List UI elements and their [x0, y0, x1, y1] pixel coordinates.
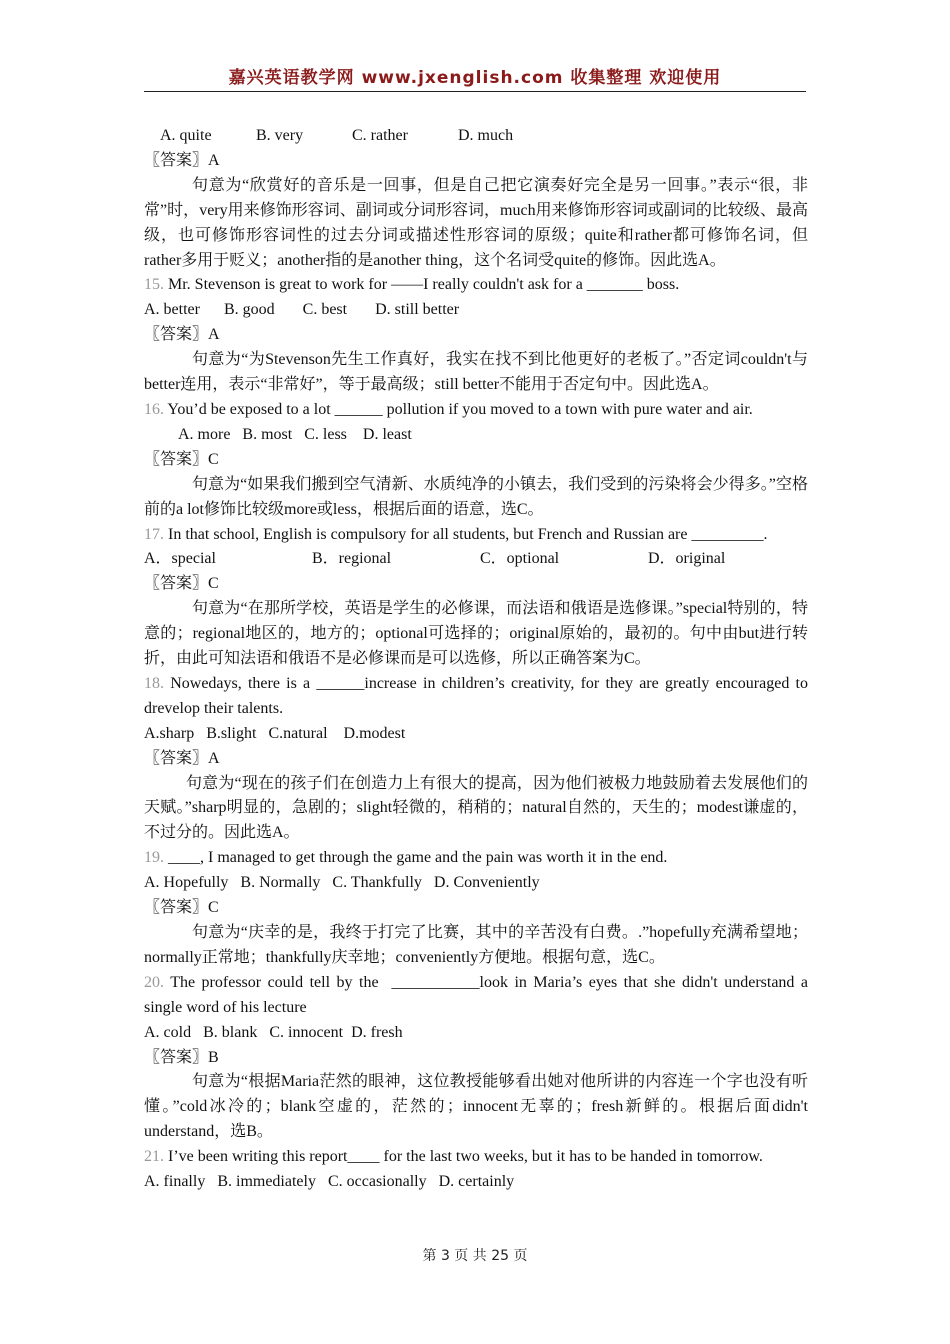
question-stem: I’ve been writing this report____ for the last two weeks, but it has to be handed in tomorrow.: [164, 1148, 763, 1166]
question-stem: ____, I managed to get through the game and the pain was worth it in the end.: [164, 849, 668, 867]
question-stem: Nowedays, there is a ______increase in children’s creativity, for they are greatly encouraged to drevelop their talents.: [144, 674, 812, 717]
question-number: 15.: [144, 276, 164, 294]
question-number: 16.: [144, 400, 164, 418]
answer-label: 〖答案〗C: [144, 450, 219, 468]
question-stem: You’d be exposed to a lot ______ pollution if you moved to a town with pure water and air.: [164, 400, 753, 418]
page-header: 嘉兴英语教学网 www.jxenglish.com 收集整理 欢迎使用: [228, 68, 722, 88]
question-number: 18.: [144, 674, 164, 692]
options: A. finally B. immediately C. occasionally D. certainly: [144, 1173, 515, 1191]
question-number: 21.: [144, 1148, 164, 1166]
option: A．special: [144, 550, 216, 568]
options: A. better B. good C. best D. still better: [144, 301, 460, 319]
explanation: 句意为“为Stevenson先生工作真好，我实在找不到比他更好的老板了。”否定词couldn't与better连用，表示“非常好”，等于最高级；still better不能用于否定句中。因此选A。: [144, 351, 808, 394]
question: [144, 273, 808, 298]
answer-label: 〖答案〗A: [144, 326, 220, 344]
page-footer: 第 3 页 共 25 页: [422, 1248, 528, 1264]
option: B．regional: [312, 550, 392, 568]
q17-options: [144, 547, 808, 572]
answer-label: 〖答案〗A: [144, 749, 220, 767]
question: [144, 672, 812, 722]
option: C．optional: [480, 550, 560, 568]
answer-label: 〖答案〗B: [144, 1048, 219, 1066]
q14-options: [144, 124, 808, 149]
question-number: 19.: [144, 849, 164, 867]
question-stem: Mr. Stevenson is great to work for ——I really couldn't ask for a _______ boss.: [164, 276, 680, 294]
answer-label: 〖答案〗C: [144, 899, 219, 917]
option: C. rather: [352, 127, 408, 144]
question-stem: The professor could tell by the ___________look in Maria’s eyes that she didn't understand a single word of his lecture: [144, 973, 812, 1016]
option: D. much: [458, 127, 514, 144]
page-content: [144, 124, 812, 1195]
explanation: 句意为“在那所学校，英语是学生的必修课，而法语和俄语是选修课。”special特别的，特意的；regional地区的，地方的；optional可选择的；original原始的，最初的。句中由but进行转折，由此可知法语和俄语不是必修课而是可以选修，所以正确答案为C。: [144, 600, 808, 668]
option: B. very: [256, 127, 304, 144]
header-rule: [144, 91, 806, 92]
option: D．original: [648, 550, 726, 568]
question: [144, 523, 808, 548]
options: A. cold B. blank C. innocent D. fresh: [144, 1023, 403, 1041]
explanation: 句意为“欣赏好的音乐是一回事，但是自己把它演奏好完全是另一回事。”表示“很，非常”时，very用来修饰形容词、副词或分词形容词，much用来修饰形容词或副词的比较级、最高级，也可修饰形容词性的过去分词或描述性形容词的原级；quite和rather都可修饰名词，但rather多用于贬义；another指的是another thing，这个名词受quite的修饰。因此选A。: [144, 176, 808, 269]
options: A. Hopefully B. Normally C. Thankfully D. Conveniently: [144, 874, 540, 892]
question-stem: In that school, English is compulsory for all students, but French and Russian are _________.: [164, 525, 768, 543]
question: [144, 1145, 808, 1170]
answer-label: 〖答案〗A: [144, 151, 220, 169]
question: [144, 846, 808, 871]
question: [144, 398, 808, 423]
explanation: 句意为“现在的孩子们在创造力上有很大的提高，因为他们被极力地鼓励着去发展他们的天赋。”sharp明显的，急剧的；slight轻微的，稍稍的；natural自然的，天生的；modest谦虚的，不过分的。因此选A。: [144, 774, 808, 842]
explanation: 句意为“如果我们搬到空气清新、水质纯净的小镇去，我们受到的污染将会少得多。”空格前的a lot修饰比较级more或less，根据后面的语意，选C。: [144, 475, 808, 518]
answer-label: 〖答案〗C: [144, 575, 219, 593]
options: A. more B. most C. less D. least: [178, 425, 412, 443]
explanation: 句意为“根据Maria茫然的眼神，这位教授能够看出她对他所讲的内容连一个字也没有听懂。”cold冰冷的；blank空虚的，茫然的；innocent无辜的；fresh新鲜的。根据后面didn't understand，选B。: [144, 1073, 808, 1141]
question-number: 17.: [144, 525, 164, 543]
option: A. quite: [160, 127, 212, 144]
question-number: 20.: [144, 973, 164, 991]
options: A.sharp B.slight C.natural D.modest: [144, 724, 406, 742]
question: [144, 971, 812, 1021]
explanation: 句意为“庆幸的是，我终于打完了比赛，其中的辛苦没有白费。.”hopefully充满希望地；normally正常地；thankfully庆幸地；conveniently方便地。根据句意，选C。: [144, 924, 808, 966]
